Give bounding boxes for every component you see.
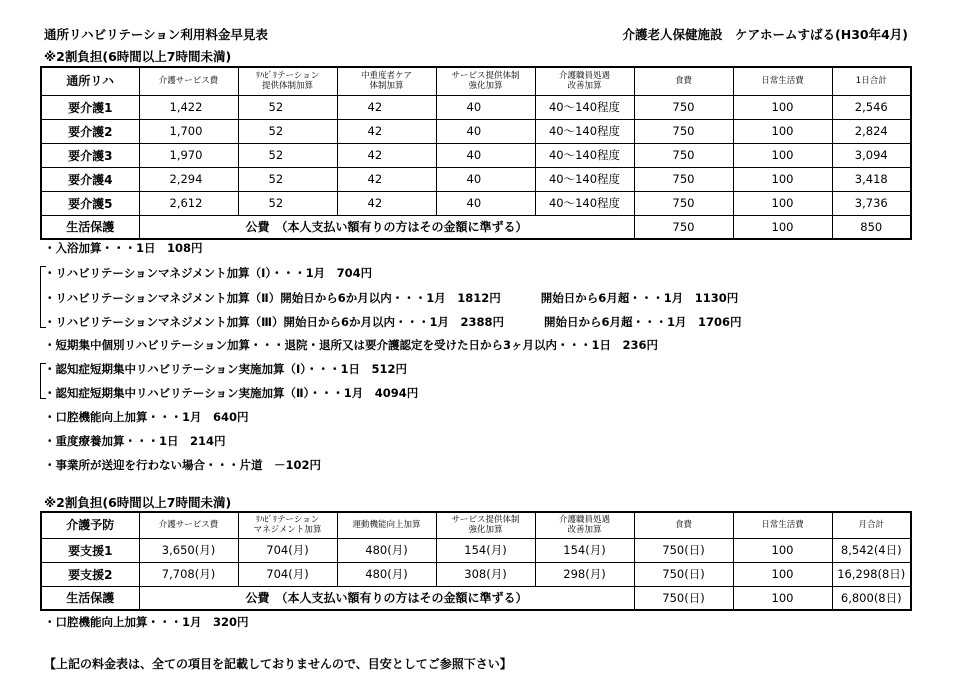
table-cell: 100 bbox=[733, 191, 832, 215]
table-cell: 480(月) bbox=[337, 538, 436, 562]
table-cell: 3,418 bbox=[832, 167, 911, 191]
table-cell: 40 bbox=[436, 119, 535, 143]
table-cell: 42 bbox=[337, 119, 436, 143]
column-header: 介護職員処遇 改善加算 bbox=[535, 512, 634, 538]
column-header: 1日合計 bbox=[832, 67, 911, 95]
welfare-note: 公費 （本人支払い額有りの方はその金額に準ずる） bbox=[139, 215, 634, 239]
table-cell: 1,700 bbox=[139, 119, 238, 143]
table-cell: 750(日) bbox=[634, 562, 733, 586]
table-cell: 100 bbox=[733, 119, 832, 143]
row-label: 生活保護 bbox=[41, 586, 139, 610]
footer-note: 【上記の料金表は、全ての項目を記載しておりませんので、目安としてご参照下さい】 bbox=[44, 657, 512, 671]
column-header: 介護サービス費 bbox=[139, 67, 238, 95]
column-header: ﾘﾊﾋﾞﾘテーション マネジメント加算 bbox=[238, 512, 337, 538]
column-header: 日常生活費 bbox=[733, 67, 832, 95]
bracket-divider bbox=[40, 266, 46, 328]
table-cell: 3,736 bbox=[832, 191, 911, 215]
column-header: サービス提供体制 強化加算 bbox=[436, 67, 535, 95]
note-item: ・入浴加算・・・1日 108円 bbox=[44, 241, 203, 255]
table-cell: 750 bbox=[634, 143, 733, 167]
note-item: ・リハビリテーションマネジメント加算（Ⅰ）・・・1月 704円 bbox=[44, 266, 373, 280]
row-label: 要介護5 bbox=[41, 191, 139, 215]
table-cell: 52 bbox=[238, 191, 337, 215]
table-cell: 40～140程度 bbox=[535, 119, 634, 143]
column-header: 中重度者ケア 体制加算 bbox=[337, 67, 436, 95]
section1-subtitle: ※2割負担(6時間以上7時間未満) bbox=[44, 49, 232, 64]
note-text: ・リハビリテーションマネジメント加算（Ⅲ）開始日から6か月以内・・・1月 2388円 bbox=[44, 315, 504, 329]
table-header-row bbox=[41, 512, 911, 538]
fee-table-care bbox=[40, 66, 912, 240]
table-cell: 40～140程度 bbox=[535, 191, 634, 215]
table-cell: 52 bbox=[238, 95, 337, 119]
fee-table-prevention bbox=[40, 511, 912, 611]
table-cell: 750(日) bbox=[634, 586, 733, 610]
table-cell: 704(月) bbox=[238, 562, 337, 586]
facility-name: 介護老人保健施設 ケアホームすばる(H30年4月) bbox=[622, 27, 908, 42]
table-row bbox=[41, 562, 911, 586]
table-cell: 40 bbox=[436, 167, 535, 191]
column-header: サービス提供体制 強化加算 bbox=[436, 512, 535, 538]
note-item: ・重度療養加算・・・1日 214円 bbox=[44, 434, 226, 448]
note-item: ・口腔機能向上加算・・・1月 320円 bbox=[44, 615, 249, 629]
table-row bbox=[41, 143, 911, 167]
note-item bbox=[44, 290, 738, 306]
table-cell: 2,824 bbox=[832, 119, 911, 143]
column-header: 月合計 bbox=[832, 512, 911, 538]
table-cell: 3,094 bbox=[832, 143, 911, 167]
table-cell: 750 bbox=[634, 191, 733, 215]
row-label: 要介護2 bbox=[41, 119, 139, 143]
row-label: 要支援1 bbox=[41, 538, 139, 562]
column-header: 運動機能向上加算 bbox=[337, 512, 436, 538]
table-cell: 480(月) bbox=[337, 562, 436, 586]
column-header: ﾘﾊﾋﾞﾘテーション 提供体制加算 bbox=[238, 67, 337, 95]
table-cell: 2,294 bbox=[139, 167, 238, 191]
table-row bbox=[41, 191, 911, 215]
table-cell: 2,546 bbox=[832, 95, 911, 119]
row-label: 要介護3 bbox=[41, 143, 139, 167]
table-row bbox=[41, 167, 911, 191]
table-cell: 750(日) bbox=[634, 538, 733, 562]
table-cell: 100 bbox=[733, 562, 832, 586]
table-cell: 40～140程度 bbox=[535, 95, 634, 119]
note-item bbox=[44, 314, 742, 330]
row-label: 生活保護 bbox=[41, 215, 139, 239]
row-label: 要支援2 bbox=[41, 562, 139, 586]
table-row bbox=[41, 119, 911, 143]
table-cell: 100 bbox=[733, 167, 832, 191]
row-label: 要介護1 bbox=[41, 95, 139, 119]
table-cell: 100 bbox=[733, 95, 832, 119]
note-text: 開始日から6月超・・・1月 1706円 bbox=[544, 315, 742, 329]
table-cell: 42 bbox=[337, 143, 436, 167]
column-header: 介護職員処遇 改善加算 bbox=[535, 67, 634, 95]
note-item: ・認知症短期集中リハビリテーション実施加算（Ⅰ）・・・1日 512円 bbox=[44, 362, 407, 376]
table-cell: 100 bbox=[733, 538, 832, 562]
table-cell: 52 bbox=[238, 143, 337, 167]
note-text: 開始日から6月超・・・1月 1130円 bbox=[540, 291, 739, 305]
table-cell: 40～140程度 bbox=[535, 167, 634, 191]
table-cell: 52 bbox=[238, 119, 337, 143]
row-label: 要介護4 bbox=[41, 167, 139, 191]
table-cell: 40 bbox=[436, 143, 535, 167]
table-cell: 704(月) bbox=[238, 538, 337, 562]
column-header: 日常生活費 bbox=[733, 512, 832, 538]
table-cell: 154(月) bbox=[535, 538, 634, 562]
table-cell: 3,650(月) bbox=[139, 538, 238, 562]
table-cell: 42 bbox=[337, 191, 436, 215]
table-cell: 308(月) bbox=[436, 562, 535, 586]
welfare-row bbox=[41, 215, 911, 239]
table-cell: 42 bbox=[337, 167, 436, 191]
note-text: ・リハビリテーションマネジメント加算（Ⅱ）開始日から6か月以内・・・1月 1812円 bbox=[44, 291, 501, 305]
column-header: 介護サービス費 bbox=[139, 512, 238, 538]
column-header: 食費 bbox=[634, 67, 733, 95]
note-item: ・認知症短期集中リハビリテーション実施加算（Ⅱ）・・・1月 4094円 bbox=[44, 386, 419, 400]
table-cell: 2,612 bbox=[139, 191, 238, 215]
column-header: 食費 bbox=[634, 512, 733, 538]
welfare-note: 公費 （本人支払い額有りの方はその金額に準ずる） bbox=[139, 586, 634, 610]
note-item: ・短期集中個別リハビリテーション加算・・・退院・退所又は要介護認定を受けた日から3ヶ月以内・・・1日 236円 bbox=[44, 338, 658, 352]
table-cell: 7,708(月) bbox=[139, 562, 238, 586]
section2-subtitle: ※2割負担(6時間以上7時間未満) bbox=[44, 495, 232, 510]
table-header-row bbox=[41, 67, 911, 95]
table-cell: 40 bbox=[436, 95, 535, 119]
table-cell: 100 bbox=[733, 143, 832, 167]
table-cell: 8,542(4日) bbox=[832, 538, 911, 562]
table-cell: 100 bbox=[733, 586, 832, 610]
table-cell: 750 bbox=[634, 119, 733, 143]
table-cell: 6,800(8日) bbox=[832, 586, 911, 610]
table-row bbox=[41, 538, 911, 562]
table-cell: 1,970 bbox=[139, 143, 238, 167]
column-header: 介護予防 bbox=[41, 512, 139, 538]
table-cell: 100 bbox=[733, 215, 832, 239]
welfare-row bbox=[41, 586, 911, 610]
table-cell: 1,422 bbox=[139, 95, 238, 119]
table-cell: 750 bbox=[634, 167, 733, 191]
table-cell: 16,298(8日) bbox=[832, 562, 911, 586]
table-cell: 40～140程度 bbox=[535, 143, 634, 167]
bracket-divider bbox=[40, 363, 46, 399]
table-cell: 154(月) bbox=[436, 538, 535, 562]
table-cell: 850 bbox=[832, 215, 911, 239]
table-cell: 750 bbox=[634, 215, 733, 239]
table-cell: 52 bbox=[238, 167, 337, 191]
note-item: ・口腔機能向上加算・・・1月 640円 bbox=[44, 410, 249, 424]
column-header: 通所リハ bbox=[41, 67, 139, 95]
table-cell: 40 bbox=[436, 191, 535, 215]
table-cell: 750 bbox=[634, 95, 733, 119]
note-item: ・事業所が送迎を行わない場合・・・片道 －102円 bbox=[44, 458, 322, 472]
table-cell: 42 bbox=[337, 95, 436, 119]
table-cell: 298(月) bbox=[535, 562, 634, 586]
table-row bbox=[41, 95, 911, 119]
page-title: 通所リハビリテーション利用料金早見表 bbox=[44, 27, 268, 42]
